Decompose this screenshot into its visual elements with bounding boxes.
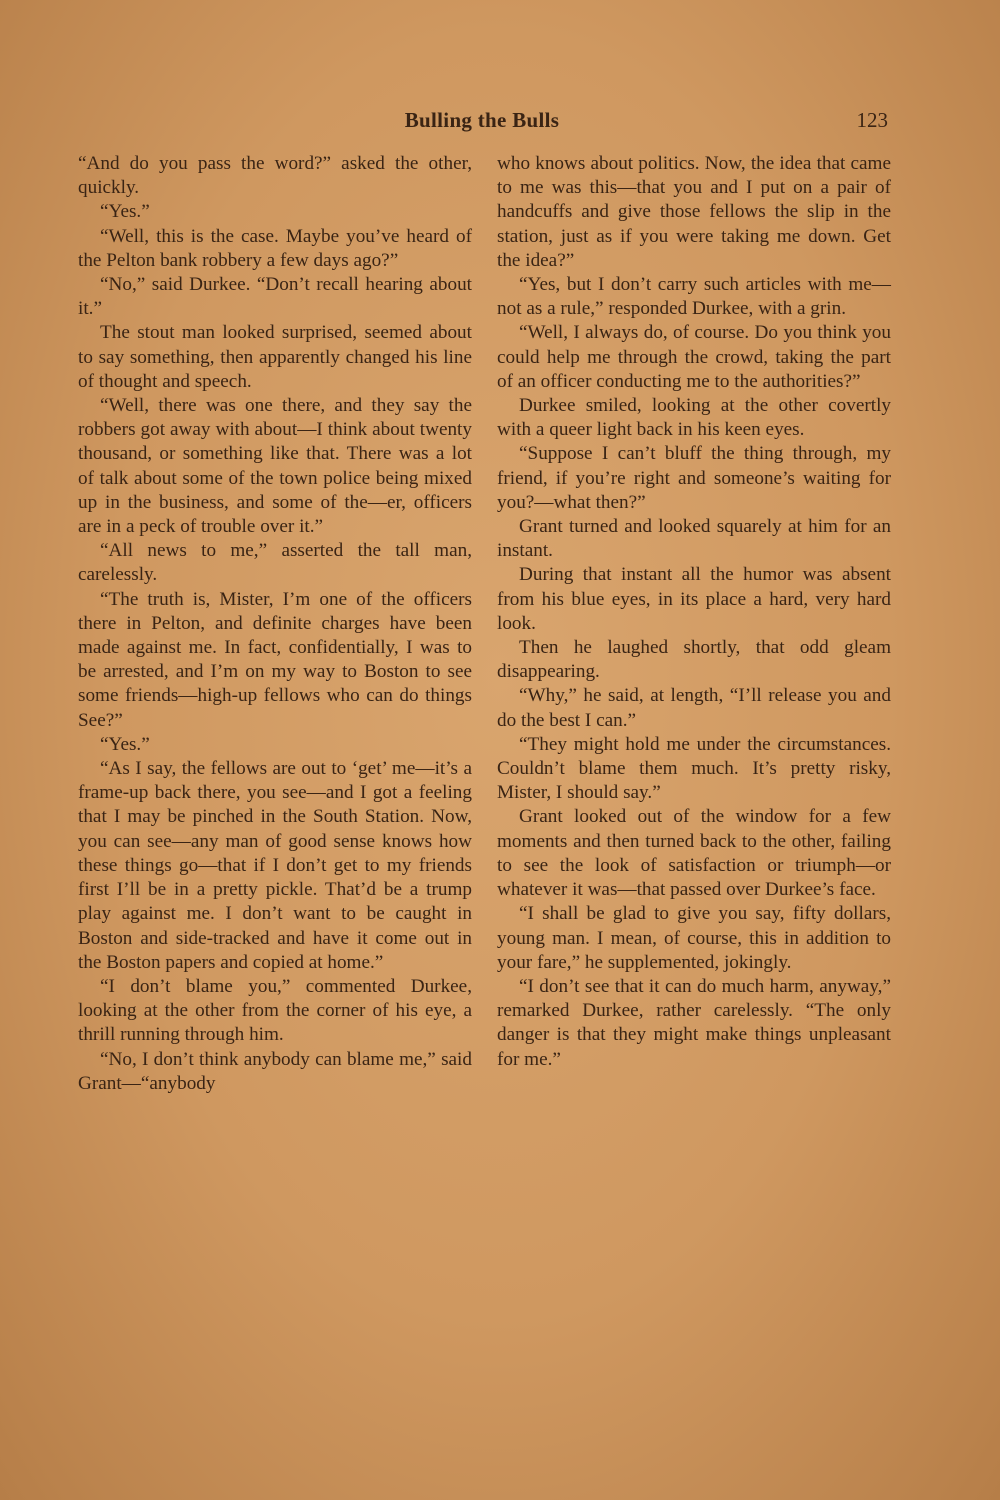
left-column (78, 152, 472, 1096)
paragraph: “Well, I always do, of course. Do you think you could help me through the crowd, taking the part of an officer conducting me to the authorities?” (497, 322, 891, 392)
paragraph: “They might hold me under the circumstances. Couldn’t blame them much. It’s pretty risky, Mister, I should say.” (497, 733, 891, 804)
paragraph: “And do you pass the word?” asked the other, quickly. (78, 153, 472, 199)
paragraph: “Suppose I can’t bluff the thing through, my friend, if you’re right and someone’s waiting for you?—what then?” (497, 443, 891, 513)
paragraph: “I don’t see that it can do much harm, anyway,” remarked Durkee, rather carelessly. “The only danger is that they might make things unpleasant for me.” (497, 975, 891, 1070)
paragraph: Grant looked out of the window for a few moments and then turned back to the other, failing to see the look of satisfaction or triumph—or whatever it was—that passed over Durkee’s face. (497, 806, 891, 901)
paragraph: “No,” said Durkee. “Don’t recall hearing about it.” (78, 274, 472, 320)
paragraph: “I don’t blame you,” commented Durkee, looking at the other from the corner of his eye, a thrill running through him. (78, 975, 472, 1046)
paragraph: “As I say, the fellows are out to ‘get’ me—it’s a frame-up back there, you see—and I got a feeling that I may be pinched in the South Station. Now, you can see—any man of good sense knows how these things go—that if I don’t get to my friends first I’ll be in a pretty pickle. That’d be a trump play against me. I don’t want to be caught in Boston and side-tracked and have it come out in the Boston papers and copied at home.” (78, 758, 472, 973)
paragraph: “Why,” he said, at length, “I’ll release you and do the best I can.” (497, 685, 891, 731)
paragraph: who knows about politics. Now, the idea that came to me was this—that you and I put on a pair of handcuffs and give those fellows the slip in the station, just as if you were taking me down. Get the idea?” (497, 153, 891, 271)
paragraph: The stout man looked surprised, seemed about to say something, then apparently changed his line of thought and speech. (78, 322, 472, 392)
paragraph: “Well, this is the case. Maybe you’ve heard of the Pelton bank robbery a few days ago?” (78, 225, 472, 271)
paragraph: “Yes.” (100, 201, 150, 223)
paragraph: During that instant all the humor was absent from his blue eyes, in its place a hard, very hard look. (497, 564, 891, 634)
paragraph: “No, I don’t think anybody can blame me,” said Grant—“anybody (78, 1048, 472, 1094)
paragraph: Durkee smiled, looking at the other covertly with a queer light back in his keen eyes. (497, 395, 891, 441)
running-header (76, 108, 888, 138)
paragraph: Then he laughed shortly, that odd gleam disappearing. (497, 637, 891, 683)
page-number: 123 (856, 108, 888, 132)
paragraph: “Yes, but I don’t carry such articles with me—not as a rule,” responded Durkee, with a grin. (497, 274, 891, 320)
paragraph: “Well, there was one there, and they say the robbers got away with about—I think about twenty thousand, or something like that. There was a lot of talk about some of the town police being mixed up in the business, and some of the—er, officers are in a peck of trouble over it.” (78, 395, 472, 538)
chapter-title: Bulling the Bulls (404, 108, 560, 132)
paragraph: “All news to me,” asserted the tall man, carelessly. (78, 540, 472, 586)
paragraph: “Yes.” (100, 733, 150, 755)
paragraph: “The truth is, Mister, I’m one of the officers there in Pelton, and definite charges have been made against me. In fact, confidentially, I was to be arrested, and I’m on my way to Boston to see some friends—high-up fellows who can do things See?” (78, 588, 472, 731)
right-column (497, 152, 891, 1072)
paragraph: Grant turned and looked squarely at him for an instant. (497, 516, 891, 562)
paragraph: “I shall be glad to give you say, fifty dollars, young man. I mean, of course, this in addition to your fare,” he supplemented, jokingly. (497, 903, 891, 973)
